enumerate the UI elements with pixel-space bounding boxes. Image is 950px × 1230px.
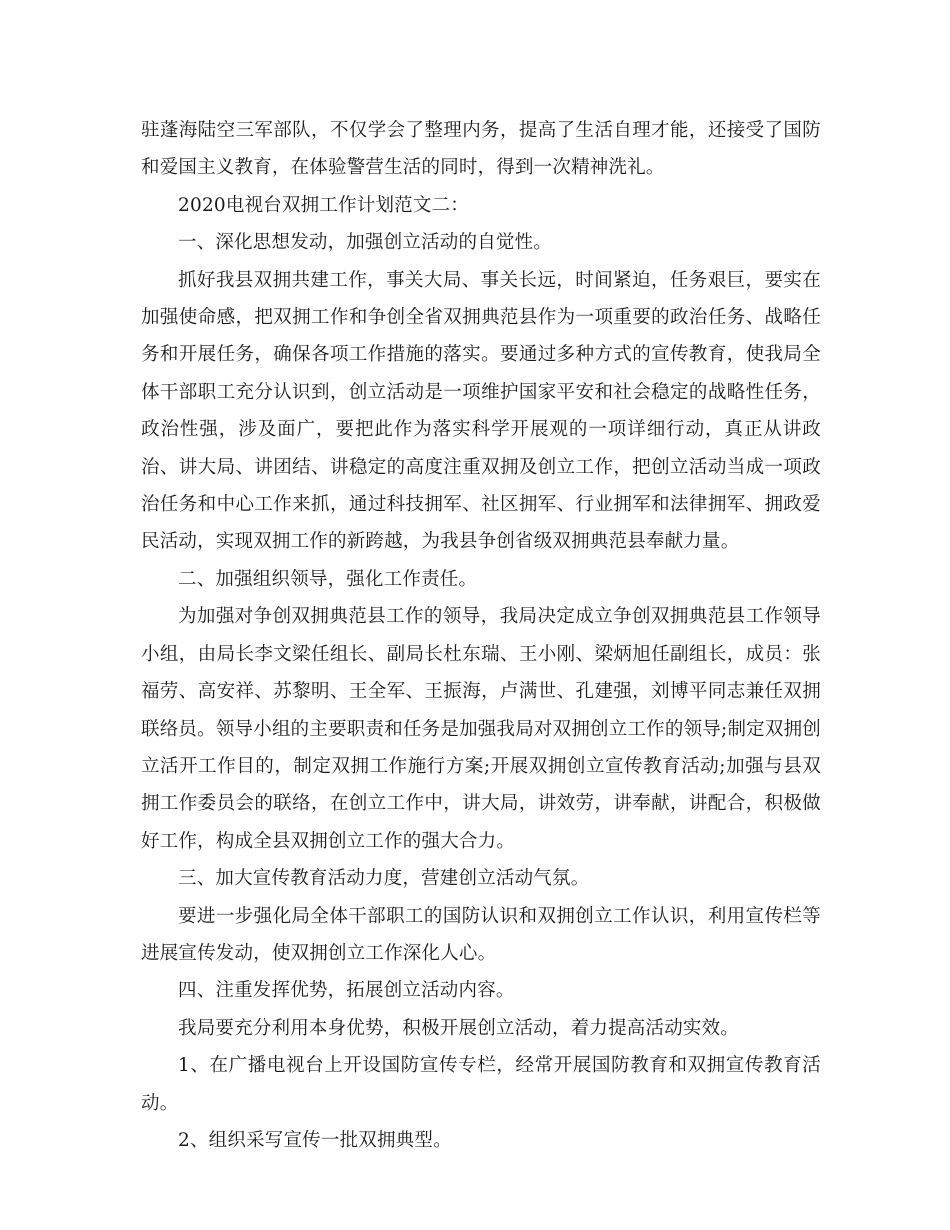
section-heading-3: 三、加大宣传教育活动力度，营建创立活动气氛。 bbox=[178, 868, 590, 890]
paragraph-4: 为加强对争创双拥典范县工作的领导，我局决定成立争创双拥典范县工作领导小组，由局长李文梁任组长、副局长杜东瑞、王小刚、梁炳旭任副组长，成员：张福劳、高安祥、苏黎明、王全军、王振海，卢满世、孔建强，刘博平同志兼任双拥联络员。领导小组的主要职责和任务是加强我局对双拥创立工作的领导;制定双拥创立活开工作目的，制定双拥工作施行方案;开展双拥创立宣传教育活动;加强与县双拥工作委员会的联络，在创立工作中，讲大局，讲效劳，讲奉献，讲配合，积极做好工作，构成全县双拥创立工作的强大合力。 bbox=[141, 606, 821, 852]
paragraph-5: 要进一步强化局全体干部职工的国防认识和双拥创立工作认识，利用宣传栏等进展宣传发动，使双拥创立工作深化人心。 bbox=[141, 905, 821, 964]
paragraph-6: 我局要充分利用本身优势，积极开展创立活动，着力提高活动实效。 bbox=[178, 1017, 740, 1039]
section-heading-4: 四、注重发挥优势，拓展创立活动内容。 bbox=[178, 980, 515, 1002]
paragraph-1: 驻蓬海陆空三军部队，不仅学会了整理内务，提高了生活自理才能，还接受了国防和爱国主义教育，在体验警营生活的同时，得到一次精神洗礼。 bbox=[141, 120, 821, 179]
list-item-2: 2、组织采写宣传一批双拥典型。 bbox=[178, 1129, 452, 1151]
list-item-1: 1、在广播电视台上开设国防宣传专栏，经常开展国防教育和双拥宣传教育活动。 bbox=[141, 1055, 821, 1114]
paragraph-3: 抓好我县双拥共建工作，事关大局、事关长远，时间紧迫，任务艰巨，要实在加强使命感，把双拥工作和争创全省双拥典范县作为一项重要的政治任务、战略任务和开展任务，确保各项工作措施的落实。要通过多种方式的宣传教育，使我局全体干部职工充分认识到，创立活动是一项维护国家平安和社会稳定的战略性任务，政治性强，涉及面广，要把此作为落实科学开展观的一项详细行动，真正从讲政治、讲大局、讲团结、讲稳定的高度注重双拥及创立工作，把创立活动当成一项政治任务和中心工作来抓，通过科技拥军、社区拥军、行业拥军和法律拥军、拥政爱民活动，实现双拥工作的新跨越，为我县争创省级双拥典范县奉献力量。 bbox=[141, 269, 821, 553]
paragraph-2: 2020电视台双拥工作计划范文二： bbox=[178, 194, 469, 216]
document-body bbox=[141, 112, 821, 1159]
section-heading-1: 一、深化思想发动，加强创立活动的自觉性。 bbox=[178, 232, 553, 254]
section-heading-2: 二、加强组织领导，强化工作责任。 bbox=[178, 568, 478, 590]
